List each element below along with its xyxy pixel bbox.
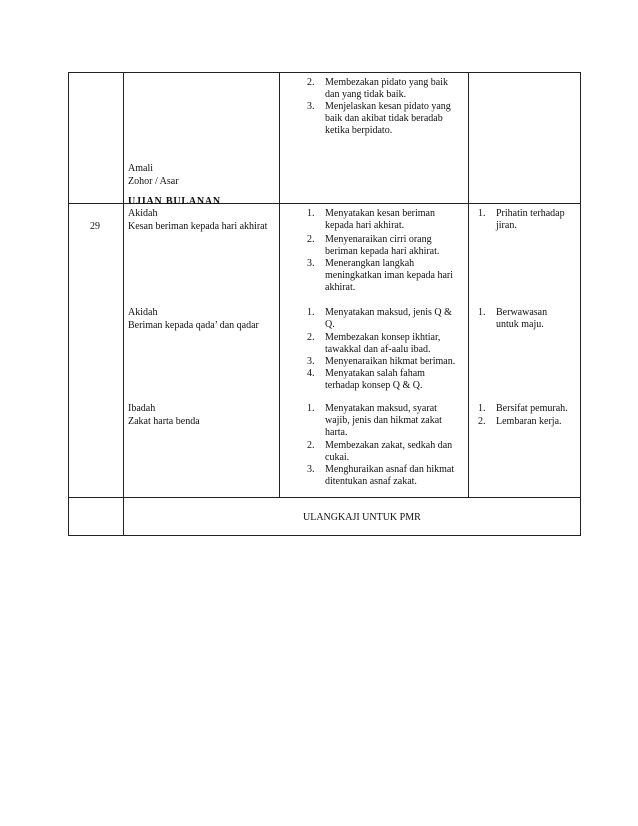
row-divider (68, 497, 581, 498)
lesson-title: Kesan beriman kepada hari akhirat (128, 221, 268, 232)
objective-number: 3. (307, 464, 315, 475)
objective-text: Membezakan pidato yang baik dan yang tidak baik. (325, 77, 449, 100)
table-bottom-border (68, 535, 581, 536)
value-number: 1. (478, 307, 486, 318)
topic-sub: Zohor / Asar (128, 176, 179, 187)
objective-number: 3. (307, 258, 315, 269)
topic-label: Amali (128, 163, 153, 174)
objective-text: Menyenaraikan hikmat beriman. (325, 356, 456, 367)
review-label: ULANGKAJI UNTUK PMR (303, 512, 421, 523)
objective-number: 2. (307, 234, 315, 245)
value-number: 1. (478, 403, 486, 414)
objective-text: Menyatakan kesan beriman kepada hari akhirat. (325, 208, 435, 231)
lesson-title: Zakat harta benda (128, 416, 200, 427)
value-text: Prihatin terhadap jiran. (496, 208, 565, 231)
table-left-border (68, 72, 69, 536)
value-text: Bersifat pemurah. (496, 403, 568, 414)
objective-number: 1. (307, 208, 315, 219)
objective-number: 2. (307, 77, 315, 88)
objective-text: Menjelaskan kesan pidato yang baik dan akibat tidak beradab ketika berpidato. (325, 101, 451, 136)
unit-label: Ibadah (128, 403, 156, 414)
objective-number: 1. (307, 307, 315, 318)
value-number: 2. (478, 416, 486, 427)
table-top-border (68, 72, 581, 73)
objective-text: Menyenaraikan cirri orang beriman kepada hari akhirat. (325, 234, 440, 257)
objective-number: 3. (307, 101, 315, 112)
value-text: Lembaran kerja. (496, 416, 562, 427)
column-divider (468, 72, 469, 498)
objective-number: 2. (307, 440, 315, 451)
objective-text: Menyatakan maksud, syarat wajib, jenis dan hikmat zakat harta. (325, 403, 442, 438)
objective-number: 1. (307, 403, 315, 414)
objective-text: Menyatakan salah faham terhadap konsep Q & Q. (325, 368, 425, 391)
objective-text: Menyatakan maksud, jenis Q & Q. (325, 307, 452, 330)
objective-number: 4. (307, 368, 315, 379)
exam-label: UJIAN BULANAN (128, 196, 221, 207)
column-divider (123, 72, 124, 536)
objective-text: Menerangkan langkah meningkatkan iman kepada hari akhirat. (325, 258, 454, 293)
week-number: 29 (90, 221, 100, 232)
value-number: 1. (478, 208, 486, 219)
objective-text: Menghuraikan asnaf dan hikmat ditentukan asnaf zakat. (325, 464, 455, 487)
column-divider (279, 72, 280, 498)
objective-text: Membezakan konsep ikhtiar, tawakkal dan af-aalu ibad. (325, 332, 441, 355)
objective-text: Membezakan zakat, sedkah dan cukai. (325, 440, 453, 463)
unit-label: Akidah (128, 208, 158, 219)
lesson-title: Beriman kepada qada’ dan qadar (128, 320, 259, 331)
value-text: Berwawasan untuk maju. (496, 307, 548, 330)
table-right-border (580, 72, 581, 536)
objective-number: 3. (307, 356, 315, 367)
unit-label: Akidah (128, 307, 158, 318)
objective-number: 2. (307, 332, 315, 343)
